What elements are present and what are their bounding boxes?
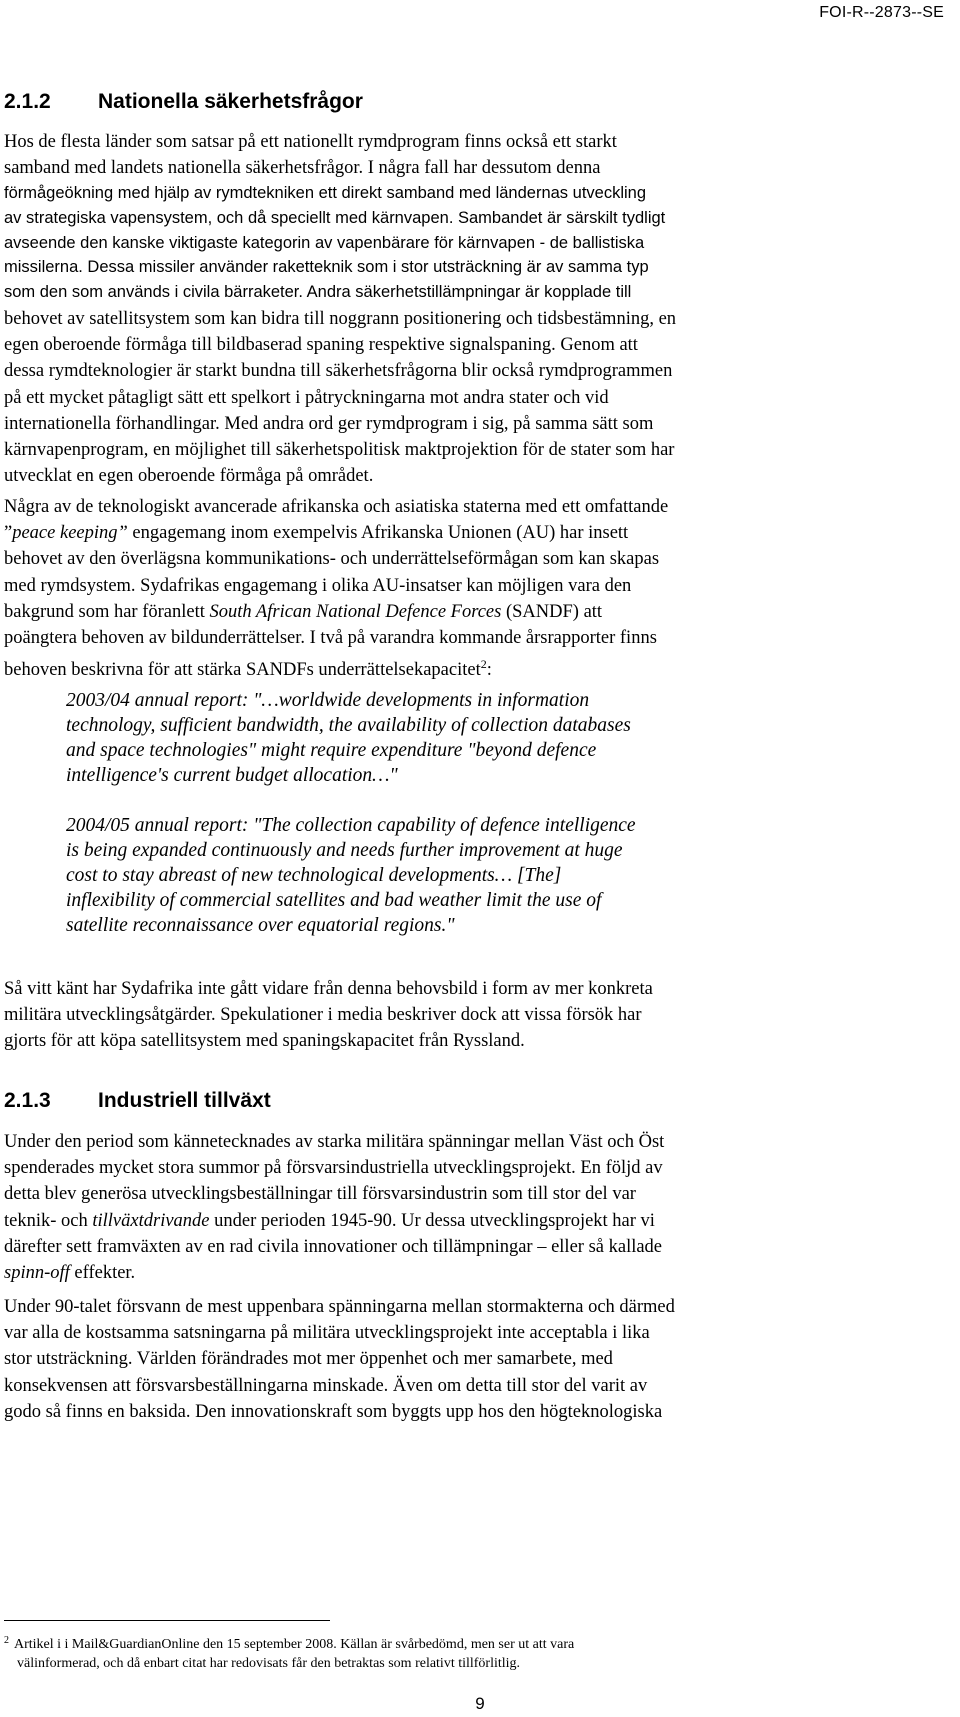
quote-line: intelligence's current budget allocation…" (66, 765, 398, 786)
paragraph (4, 1129, 864, 1286)
section-heading-2-1-3 (4, 1089, 271, 1113)
text-line (4, 651, 864, 683)
text-line: på ett mycket påtagligt sätt ett spelkort i påtryckningarna mot andra stater och vid (4, 387, 609, 408)
italic-term: spinn-off (4, 1263, 70, 1284)
paragraph-continued (4, 181, 864, 305)
paragraph (4, 976, 864, 1055)
quote-line: and space technologies" might require expenditure "beyond defence (66, 740, 597, 761)
text-fragment: under perioden 1945-90. Ur dessa utvecklingsprojekt har vi (209, 1210, 655, 1231)
text-line: förmågeökning med hjälp av rymdtekniken ett direkt samband med ländernas utveckling (4, 184, 647, 202)
text-fragment: behoven beskrivna för att stärka SANDFs underrättelsekapacitet (4, 660, 481, 681)
quote-line: technology, sufficient bandwidth, the availability of collection databases (66, 715, 631, 736)
text-line: av strategiska vapensystem, och då speciellt med kärnvapen. Sambandet är särskilt tydligt (4, 208, 666, 227)
footnote-marker: 2 (4, 1635, 9, 1646)
text-line: som den som används i civila bärraketer. Andra säkerhetstillämpningar är kopplade till (4, 283, 632, 302)
text-line: kärnvapenprogram, en möjlighet till säkerhetspolitisk maktprojektion för de stater som har (4, 440, 675, 461)
footnote-line: välinformerad, och då enbart citat har redovisats får den betraktas som relativt tillförlitlig. (17, 1656, 521, 1671)
text-fragment: engagemang inom exempelvis Afrikanska Unionen (AU) har insett (127, 523, 629, 544)
paragraph (4, 129, 864, 181)
text-line: egen oberoende förmåga till bildbaserad spaning respektive signalspaning. Genom att (4, 335, 638, 356)
quote-line: inflexibility of commercial satellites and bad weather limit the use of (66, 890, 602, 911)
quote-mark: ” (4, 523, 13, 544)
text-line (4, 1208, 864, 1234)
text-line: spenderades mycket stora summor på försvarsindustriella utvecklingsprojekt. En följd av (4, 1158, 663, 1179)
text-line (4, 1260, 864, 1286)
text-line: Några av de teknologiskt avancerade afrikanska och asiatiska staterna med ett omfattande (4, 497, 669, 517)
block-quote (66, 813, 766, 938)
text-line: behovet av den överlägsna kommunikations- och underrättelseförmågan som kan skapas (4, 549, 660, 570)
footnote-divider (4, 1620, 330, 1621)
text-line: militära utvecklingsåtgärder. Spekulationer i media beskriver dock att vissa försök har (4, 1005, 642, 1026)
text-line: var alla de kostsamma satsningarna på militära utvecklingsprojekt inte acceptabla i lika (4, 1323, 650, 1344)
text-line: samband med landets nationella säkerhetsfrågor. I några fall har dessutom denna (4, 158, 601, 179)
quote-line: is being expanded continuously and needs further improvement at huge (66, 840, 623, 861)
text-line (4, 520, 864, 546)
text-line: avseende den kanske viktigaste kategorin av vapenbärare för kärnvapen - de ballistiska (4, 233, 645, 252)
italic-term: tillväxtdrivande (92, 1210, 210, 1231)
text-line: poängtera behoven av bildunderrättelser. I två på varandra kommande årsrapporter finns (4, 628, 657, 649)
footnote (4, 1631, 904, 1673)
text-line: konsekvensen att försvarsbeställningarna minskade. Även om detta till stor del varit av (4, 1375, 648, 1396)
text-line: missilerna. Dessa missiler använder raketteknik som i stor utsträckning är av samma typ (4, 258, 649, 277)
quote-line: cost to stay abreast of new technological developments… [The] (66, 865, 562, 886)
text-line: utvecklat en egen oberoende förmåga på området. (4, 466, 374, 487)
page-number: 9 (475, 1694, 485, 1713)
text-line: dessa rymdteknologier är starkt bundna till säkerhetsfrågorna blir också rymdprogrammen (4, 361, 673, 382)
italic-term: South African National Defence Forces (209, 601, 502, 622)
text-line: med rymdsystem. Sydafrikas engagemang i olika AU-insatser kan möjligen vara den (4, 575, 632, 596)
text-line: Under den period som kännetecknades av starka militära spänningar mellan Väst och Öst (4, 1132, 665, 1152)
text-line: godo så finns en baksida. Den innovationskraft som byggts upp hos den högteknologiska (4, 1401, 663, 1422)
footnote-text: Artikel i i Mail&GuardianOnline den 15 september 2008. Källan är svårbedömd, men ser ut att vara (14, 1637, 575, 1652)
text-line (4, 599, 864, 625)
text-fragment: (SANDF) att (501, 601, 603, 622)
section-title: Industriell tillväxt (98, 1089, 271, 1112)
section-number: 2.1.3 (4, 1089, 51, 1112)
italic-term: peace keeping” (12, 523, 128, 544)
text-line: internationella förhandlingar. Med andra ord ger rymdprogram i sig, på samma sätt som (4, 413, 654, 434)
text-line: detta blev generösa utvecklingsbeställningar till försvarsindustrin som till stor del var (4, 1184, 636, 1205)
text-line: Hos de flesta länder som satsar på ett nationellt rymdprogram finns också ett starkt (4, 132, 617, 152)
text-line: Så vitt känt har Sydafrika inte gått vidare från denna behovsbild i form av mer konkreta (4, 979, 653, 999)
text-fragment: : (486, 660, 492, 681)
section-title: Nationella säkerhetsfrågor (98, 90, 363, 113)
quote-line: 2004/05 annual report: "The collection capability of defence intelligence (66, 815, 636, 836)
quote-line: 2003/04 annual report: "…worldwide developments in information (66, 690, 590, 711)
paragraph (4, 494, 864, 683)
text-fragment: effekter. (69, 1263, 136, 1284)
text-fragment: teknik- och (4, 1210, 93, 1231)
text-line: gjorts för att köpa satellitsystem med spaningskapacitet från Ryssland. (4, 1031, 525, 1052)
text-line: därefter sett framväxten av en rad civila innovationer och tillämpningar – eller så kallade (4, 1236, 663, 1257)
quote-line: satellite reconnaissance over equatorial regions." (66, 915, 455, 936)
paragraph-continued (4, 306, 864, 489)
paragraph (4, 1294, 864, 1425)
text-line: behovet av satellitsystem som kan bidra till noggrann positionering och tidsbestämning, en (4, 309, 677, 329)
text-line: stor utsträckning. Världen förändrades mot mer öppenhet och mer samarbete, med (4, 1349, 613, 1370)
section-heading-2-1-2 (4, 90, 363, 114)
document-id: FOI-R--2873--SE (819, 4, 944, 21)
section-number: 2.1.2 (4, 90, 51, 113)
text-line: Under 90-talet försvann de mest uppenbara spänningarna mellan stormakterna och därmed (4, 1297, 675, 1317)
footnote-reference[interactable]: 2 (480, 657, 487, 672)
block-quote (66, 688, 766, 788)
text-fragment: bakgrund som har föranlett (4, 601, 210, 622)
footnote-line (4, 1631, 904, 1654)
